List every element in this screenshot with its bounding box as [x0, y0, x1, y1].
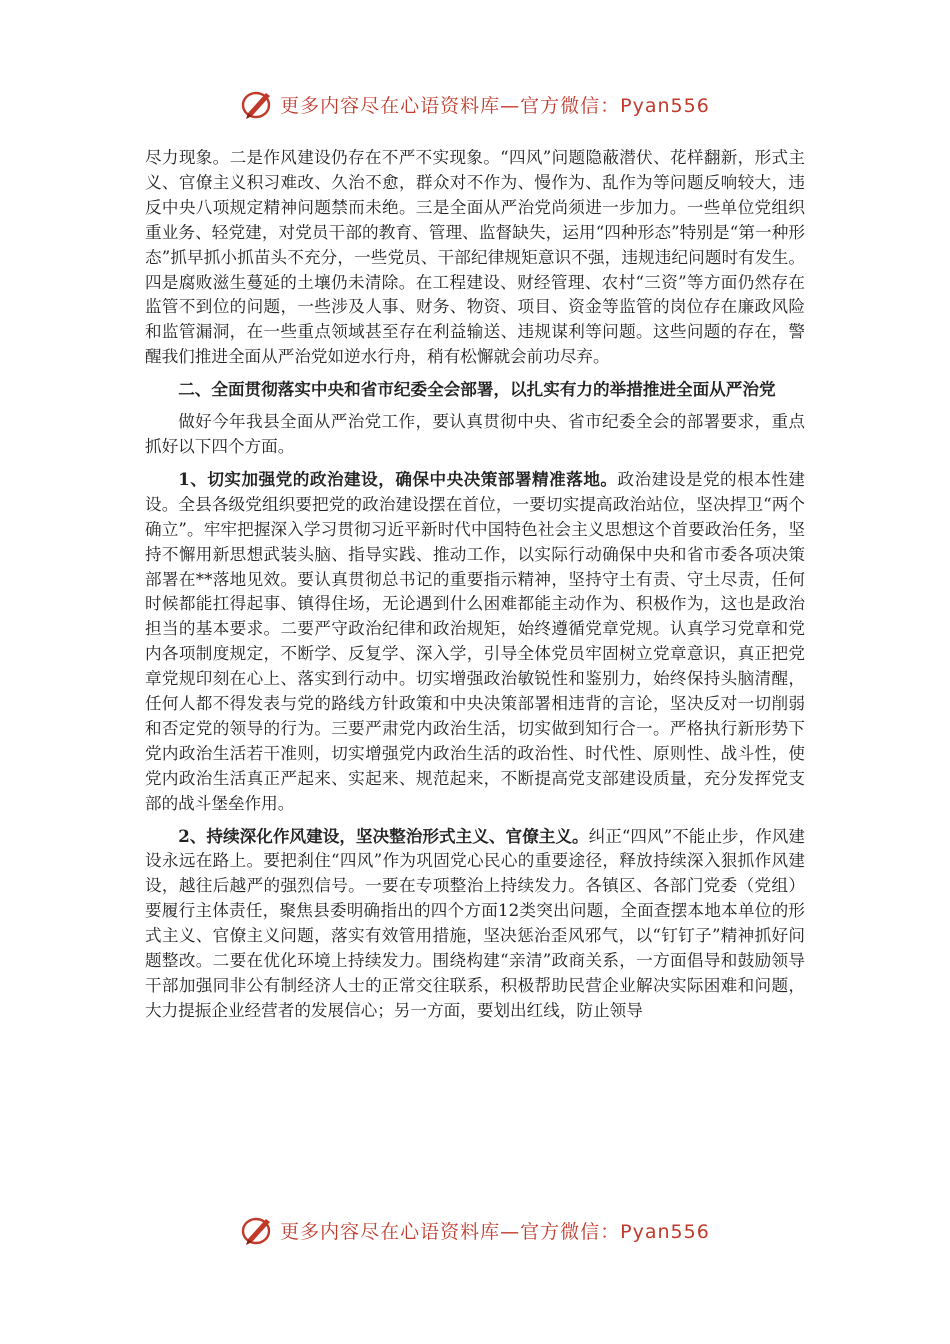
- header-banner: [0, 84, 950, 124]
- footer-banner: [0, 1210, 950, 1250]
- item-1: [145, 467, 805, 817]
- pen-logo-icon: [240, 87, 276, 121]
- section-heading-2-text: 二、全面贯彻落实中央和省市纪委全会部署，以扎实有力的举措推进全面从严治党: [178, 379, 776, 400]
- item-1-title: 1、切实加强党的政治建设，确保中央决策部署精准落地。: [178, 468, 618, 489]
- paragraph-2: 做好今年我县全面从严治党工作，要认真贯彻中央、省市纪委全会的部署要求，重点抓好以下四个方面。: [145, 412, 805, 456]
- item-2-title: 2、持续深化作风建设，坚决整治形式主义、官僚主义。: [178, 825, 589, 846]
- item-2: [145, 824, 805, 1024]
- header-banner-text: 更多内容尽在心语资料库—官方微信：Pyan556: [280, 94, 710, 117]
- paragraph-1: 尽力现象。二是作风建设仍存在不严不实现象。“四风”问题隐蔽潜伏、花样翻新，形式主义、官僚主义积习难改、久治不愈，群众对不作为、慢作为、乱作为等问题反响较大，违反中央八项规定精神问题禁而未绝。三是全面从严治党尚须进一步加力。一些单位党组织重业务、轻党建，对党员干部的教育、管理、监督缺失，运用“四种形态”特别是“第一种形态”抓早抓小抓苗头不充分，一些党员、干部纪律规矩意识不强，违规违纪问题时有发生。四是腐败滋生蔓延的土壤仍未清除。在工程建设、财经管理、农村“三资”等方面仍然存在监管不到位的问题，一些涉及人事、财务、物资、项目、资金等监管的岗位存在廉政风险和监管漏洞，在一些重点领域甚至存在利益输送、违规谋利等问题。这些问题的存在，警醒我们推进全面从严治党如逆水行舟，稍有松懈就会前功尽弃。: [145, 148, 805, 367]
- footer-banner-text: 更多内容尽在心语资料库—官方微信：Pyan556: [280, 1220, 710, 1243]
- item-1-text: 政治建设是党的根本性建设。全县各级党组织要把党的政治建设摆在首位，一要切实提高政治站位，坚决捍卫“两个确立”。牢牢把握深入学习贯彻习近平新时代中国特色社会主义思想这个首要政治任务，坚持不懈用新思想武装头脑、指导实践、推动工作，以实际行动确保中央和省市委各项决策部署在**落地见效。要认真贯彻总书记的重要指示精神，坚持守土有责、守土尽责，任何时候都能扛得起事、镇得住场，无论遇到什么困难都能主动作为、积极作为，这也是政治担当的基本要求。二要严守政治纪律和政治规矩，始终遵循党章党规。认真学习党章和党内各项制度规定，不断学、反复学、深入学，引导全体党员牢固树立党章意识，真正把党章党规印刻在心上、落实到行动中。切实增强政治敏锐性和鉴别力，始终保持头脑清醒，任何人都不得发表与党的路线方针政策和中央决策部署相违背的言论，坚决反对一切削弱和否定党的领导的行为。三要严肃党内政治生活，切实做到知行合一。严格执行新形势下党内政治生活若干准则，切实增强党内政治生活的政治性、时代性、原则性、战斗性，使党内政治生活真正严起来、实起来、规范起来，不断提高党支部建设质量，充分发挥党支部的战斗堡垒作用。: [145, 469, 806, 813]
- document-body: [145, 146, 805, 1024]
- section-heading-2: [145, 377, 805, 403]
- item-2-text: 纠正“四风”不能止步，作风建设永远在路上。要把刹住“四风”作为巩固党心民心的重要途径，释放持续深入狠抓作风建设，越往后越严的强烈信号。一要在专项整治上持续发力。各镇区、各部门党委（党组）要履行主体责任，聚焦县委明确指出的四个方面12类突出问题，全面查摆本地本单位的形式主义、官僚主义问题，落实有效管用措施，坚决惩治歪风邪气，以“钉钉子”精神抓好问题整改。二要在优化环境上持续发力。围绕构建“亲清”政商关系，一方面倡导和鼓励领导干部加强同非公有制经济人士的正常交往联系，积极帮助民营企业解决实际困难和问题，大力提振企业经营者的发展信心；另一方面，要划出红线，防止领导: [145, 826, 806, 1020]
- pen-logo-icon: [240, 1213, 276, 1247]
